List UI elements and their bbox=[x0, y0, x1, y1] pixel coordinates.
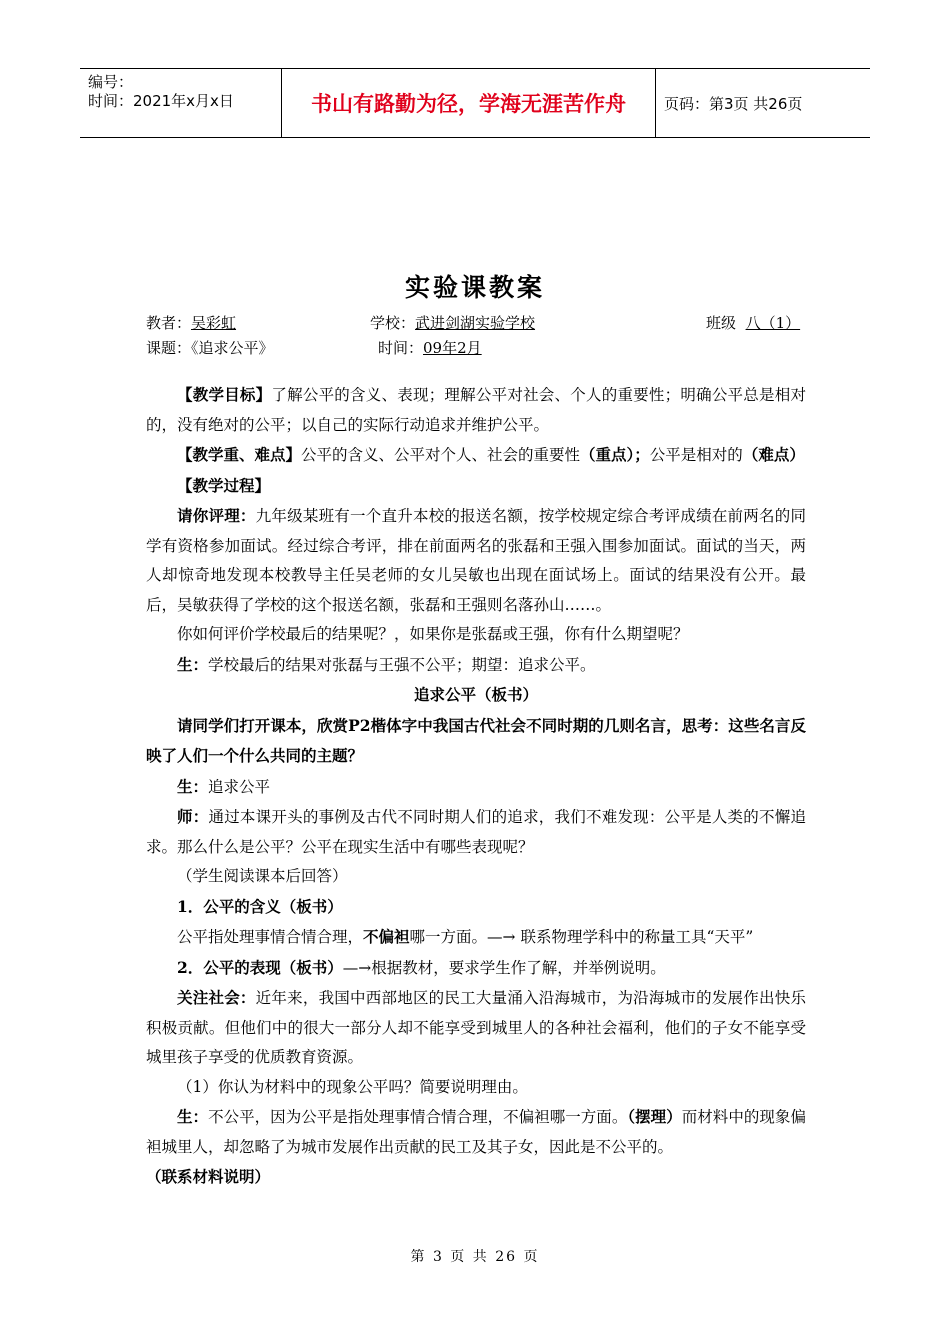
answer-1: 学校最后的结果对张磊与王强不公平；期望：追求公平。 bbox=[208, 655, 596, 674]
material-note: （联系材料说明） bbox=[146, 1167, 271, 1186]
teacher-paragraph bbox=[146, 802, 806, 862]
class-label: 班级 bbox=[706, 314, 737, 332]
page-header bbox=[80, 68, 870, 138]
goal-text: 了解公平的含义、表现；理解公平对社会、个人的重要性；明确公平总是相对的，没有绝对的公平；以自己的实际行动追求并维护公平。 bbox=[146, 386, 806, 434]
section-2: 2．公平的表现（板书） bbox=[177, 957, 343, 977]
student-label: 生： bbox=[177, 1107, 209, 1126]
key-head: 【教学重、难点】 bbox=[177, 445, 302, 464]
process-heading bbox=[146, 471, 806, 502]
topic-field bbox=[146, 337, 274, 358]
answer-1-paragraph bbox=[146, 650, 806, 681]
teacher-name: 吴彩虹 bbox=[191, 314, 237, 332]
lesson-body bbox=[146, 380, 806, 1193]
reading-note: （学生阅读课本后回答） bbox=[177, 867, 348, 885]
key-text-1: 公平的含义、公平对个人、社会的重要性 bbox=[301, 446, 581, 464]
page-footer: 第 3 页 共 26 页 bbox=[410, 1249, 540, 1265]
time-value: 09年2月 bbox=[423, 339, 482, 357]
class-value: 八（1） bbox=[745, 314, 801, 332]
key-bold-2: （难点） bbox=[742, 445, 805, 464]
answer-2-paragraph bbox=[146, 772, 806, 803]
society-head: 关注社会： bbox=[177, 988, 256, 1007]
school-label: 学校： bbox=[370, 314, 416, 332]
time-label: 时间： bbox=[378, 339, 424, 357]
def-text-1: 公平指处理事情合情合理， bbox=[177, 928, 364, 946]
review-head: 请你评理： bbox=[177, 506, 256, 525]
class-field bbox=[706, 312, 800, 333]
teacher-say-label: 师： bbox=[177, 807, 209, 826]
question-1: 你如何评价学校最后的结果呢？，如果你是张磊或王强，你有什么期望呢？ bbox=[177, 625, 689, 643]
answer-3-paragraph bbox=[146, 1102, 806, 1162]
process-head: 【教学过程】 bbox=[177, 475, 271, 495]
key-paragraph bbox=[146, 440, 806, 471]
teacher-field bbox=[146, 312, 236, 333]
teacher-label: 教者： bbox=[146, 314, 192, 332]
section-1-heading bbox=[146, 892, 806, 923]
key-bold-1: （重点）； bbox=[580, 445, 650, 464]
answer-3a: 不公平，因为公平是指处理事情合情合理，不偏袒哪一方面。 bbox=[208, 1108, 628, 1126]
question-2: （1）你认为材料中的现象公平吗？简要说明理由。 bbox=[177, 1077, 528, 1096]
board-1: 追求公平（板书） bbox=[413, 685, 538, 704]
section-1: 1．公平的含义（板书） bbox=[177, 896, 343, 916]
school-field bbox=[370, 312, 535, 333]
goal-paragraph bbox=[146, 380, 806, 440]
topic-label: 课题： bbox=[146, 339, 192, 357]
society-text: 近年来，我国中西部地区的民工大量涌入沿海城市，为沿海城市的发展作出快乐积极贡献。但他们中的很大一部分人却不能享受到城里人的各种社会福利，他们的子女不能享受城里孩子享受的优质教育资源。 bbox=[146, 989, 806, 1066]
header-motto: 书山有路勤为径，学海无涯苦作舟 bbox=[282, 69, 656, 137]
answer-3b: 而材料中的现象偏袒城里人，却忽略了为城市发展作出贡献的民工及其子女，因此是不公平的。 bbox=[146, 1108, 806, 1156]
def-text-2: 哪一方面。—→ 联系物理学科中的称量工具“天平” bbox=[409, 928, 754, 946]
answer-2: 追求公平 bbox=[208, 777, 271, 796]
society-paragraph bbox=[146, 983, 806, 1073]
definition-paragraph bbox=[146, 922, 806, 953]
header-page-info: 页码：第3页 共26页 bbox=[664, 94, 803, 113]
topic-value: 《追求公平》 bbox=[191, 339, 274, 357]
def-bold: 不偏袒 bbox=[363, 927, 410, 946]
review-paragraph bbox=[146, 501, 806, 620]
answer-3-bold: （摆理） bbox=[627, 1107, 682, 1126]
section-2-paragraph bbox=[146, 953, 806, 984]
header-left-cell bbox=[80, 69, 282, 137]
student-label: 生： bbox=[177, 654, 209, 674]
student-label: 生： bbox=[177, 776, 209, 796]
school-name: 武进剑湖实验学校 bbox=[415, 314, 536, 332]
instruction-paragraph bbox=[146, 711, 806, 772]
instruction: 请同学们打开课本，欣赏P2楷体字中我国古代社会不同时期的几则名言，思考：这些名言反映了人们一个什么共同的主题？ bbox=[146, 715, 806, 765]
key-text-2: 公平是相对的 bbox=[649, 446, 743, 464]
material-note-paragraph bbox=[146, 1162, 806, 1193]
serial-label: 编号： bbox=[88, 73, 134, 91]
teacher-say: 通过本课开头的事例及古代不同时期人们的追求，我们不难发现：公平是人类的不懈追求。那么什么是公平？公平在现实生活中有哪些表现呢？ bbox=[146, 808, 806, 856]
date-label: 时间：2021年x月x日 bbox=[88, 92, 234, 110]
review-text: 九年级某班有一个直升本校的报送名额，按学校规定综合考评成绩在前两名的同学有资格参加面试。经过综合考评，排在前面两名的张磊和王强入围参加面试。面试的当天，两人却惊奇地发现本校教导主任吴老师的女儿吴敏也出现在面试场上。面试的结果没有公开。最后，吴敏获得了学校的这个报送名额，张磊和王强则名落孙山……。 bbox=[146, 507, 806, 614]
goal-head: 【教学目标】 bbox=[177, 385, 272, 404]
board-note-1 bbox=[146, 680, 806, 711]
doc-title: 实验课教案 bbox=[404, 273, 545, 302]
section-2-tail: —→根据教材，要求学生作了解，并举例说明。 bbox=[342, 958, 666, 977]
time-field bbox=[378, 337, 482, 358]
